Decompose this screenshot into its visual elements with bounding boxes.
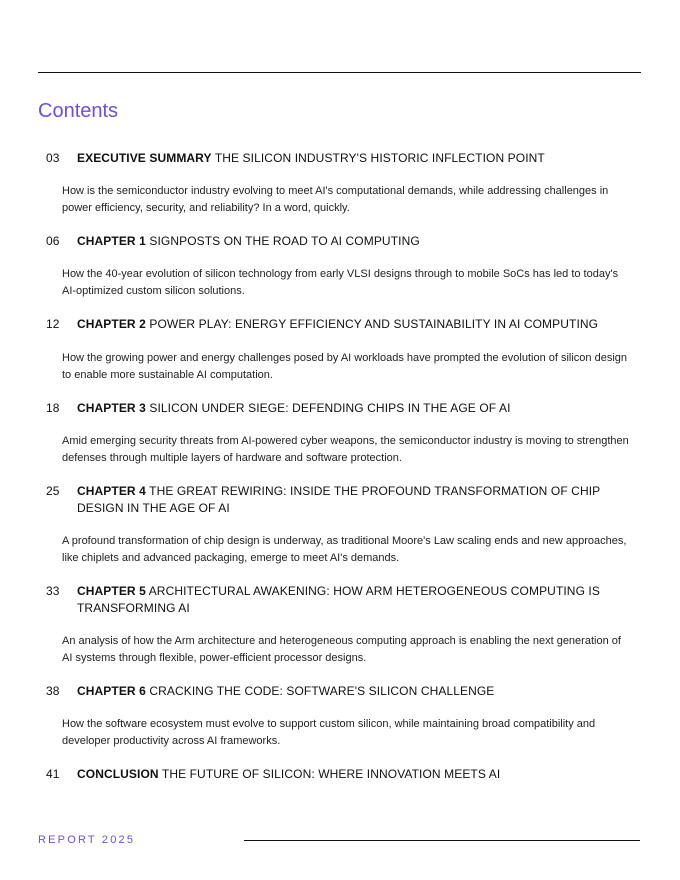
toc-entry-label: CHAPTER 4 <box>77 484 146 498</box>
toc-entry-label: EXECUTIVE SUMMARY <box>77 151 212 165</box>
toc-entry-title-text: ARCHITECTURAL AWAKENING: HOW ARM HETEROGENEOUS COMPUTING IS TRANSFORMING AI <box>77 584 600 615</box>
toc-entry-title-text: THE SILICON INDUSTRY'S HISTORIC INFLECTION POINT <box>214 151 545 165</box>
contents-heading: Contents <box>38 100 119 122</box>
toc-page-number: 25 <box>46 484 60 498</box>
toc-entry-label: CHAPTER 5 <box>77 584 146 598</box>
toc-page-number: 12 <box>46 317 60 331</box>
toc-entry-description: How is the semiconductor industry evolving to meet AI's computational demands, while addressing challenges in power efficiency, security, and reliability? In a word, quickly. <box>62 185 609 214</box>
toc-entry-label: CONCLUSION <box>77 767 159 781</box>
toc-entry-label: CHAPTER 2 <box>77 317 146 331</box>
toc-page-number: 38 <box>46 684 60 698</box>
toc-entry-title <box>77 766 637 783</box>
toc-page-number: 03 <box>46 151 60 165</box>
toc-entry-title <box>77 483 637 517</box>
top-divider <box>38 72 641 73</box>
toc-entry-title-text: SILICON UNDER SIEGE: DEFENDING CHIPS IN THE AGE OF AI <box>149 401 511 415</box>
toc-entry-description: An analysis of how the Arm architecture and heterogeneous computing approach is enabling the next generation of AI systems through flexible, power-efficient processor designs. <box>62 635 621 664</box>
toc-entry-label: CHAPTER 3 <box>77 401 146 415</box>
footer-report-label: REPORT 2025 <box>38 834 136 846</box>
toc-entry-title <box>77 400 637 417</box>
toc-entry-label: CHAPTER 6 <box>77 684 146 698</box>
toc-entry-description: A profound transformation of chip design is underway, as traditional Moore's Law scaling ends and new approaches, like chiplets and advanced packaging, emerge to meet AI's demands. <box>62 535 627 564</box>
toc-entry-description: How the 40-year evolution of silicon technology from early VLSI designs through to mobile SoCs has led to today's AI-optimized custom silicon solutions. <box>62 268 619 297</box>
toc-page-number: 18 <box>46 401 60 415</box>
toc-entry-title-text: POWER PLAY: ENERGY EFFICIENCY AND SUSTAINABILITY IN AI COMPUTING <box>149 317 599 331</box>
toc-entry-description: How the software ecosystem must evolve to support custom silicon, while maintaining broad compatibility and developer productivity across AI frameworks. <box>62 718 596 747</box>
toc-entry-title <box>77 683 637 700</box>
toc-entry-title-text: THE GREAT REWIRING: INSIDE THE PROFOUND TRANSFORMATION OF CHIP DESIGN IN THE AGE OF AI <box>77 484 601 515</box>
toc-page-number: 41 <box>46 767 60 781</box>
toc-entry-title-text: CRACKING THE CODE: SOFTWARE'S SILICON CHALLENGE <box>149 684 495 698</box>
toc-entry-title <box>77 150 637 167</box>
toc-entry-title-text: THE FUTURE OF SILICON: WHERE INNOVATION MEETS AI <box>161 767 501 781</box>
toc-entry-title <box>77 233 637 250</box>
toc-page-number: 33 <box>46 584 60 598</box>
toc-entry-label: CHAPTER 1 <box>77 234 146 248</box>
footer-divider <box>244 840 640 841</box>
toc-entry-description: Amid emerging security threats from AI-powered cyber weapons, the semiconductor industry is moving to strengthen defenses through multiple layers of hardware and software protection. <box>62 435 629 464</box>
toc-entry-description: How the growing power and energy challenges posed by AI workloads have prompted the evolution of silicon design to enable more sustainable AI computation. <box>62 352 628 381</box>
toc-entry-title-text: SIGNPOSTS ON THE ROAD TO AI COMPUTING <box>149 234 420 248</box>
toc-page-number: 06 <box>46 234 60 248</box>
toc-entry-title <box>77 583 637 617</box>
toc-entry-title <box>77 316 637 333</box>
